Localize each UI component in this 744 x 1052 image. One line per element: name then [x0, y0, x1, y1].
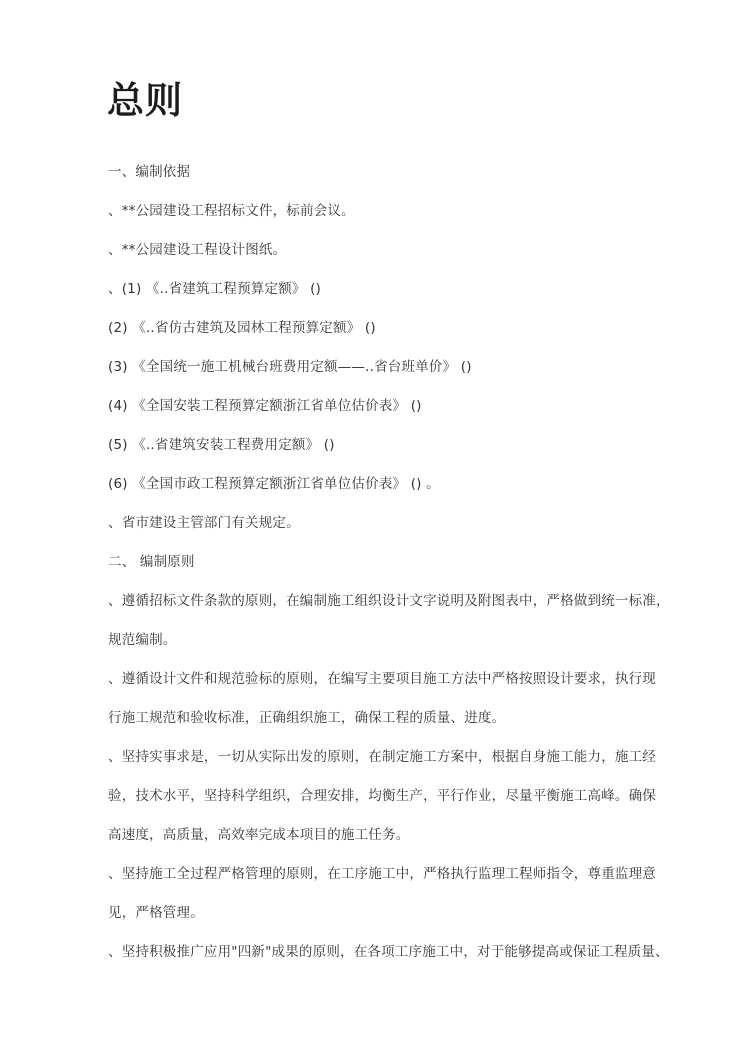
- section-1-heading: 一、编制依据: [108, 164, 191, 180]
- section-2-line-9: 见，严格管理。: [108, 905, 204, 921]
- section-2-heading: 二、 编制原则: [108, 554, 195, 570]
- section-2-line-2: 规范编制。: [108, 632, 177, 648]
- section-1-line-8: (6) 《全国市政工程预算定额浙江省单位估价表》 () 。: [108, 476, 440, 492]
- section-1-line-6: (4) 《全国安装工程预算定额浙江省单位估价表》 (): [108, 398, 422, 414]
- section-2-line-6: 验，技术水平，坚持科学组织，合理安排，均衡生产，平行作业，尽量平衡施工高峰。确保: [108, 788, 656, 804]
- document-title: 总则: [107, 79, 183, 122]
- section-2-line-5: 、坚持实事求是，一切从实际出发的原则，在制定施工方案中，根据自身施工能力，施工经: [108, 749, 656, 765]
- section-2-line-1: 、遵循招标文件条款的原则，在编制施工组织设计文字说明及附图表中，严格做到统一标准，: [108, 593, 670, 609]
- section-1-line-9: 、省市建设主管部门有关规定。: [108, 515, 300, 531]
- section-1-line-4: (2) 《..省仿古建筑及园林工程预算定额》 (): [108, 320, 376, 336]
- section-2-line-7: 高速度，高质量，高效率完成本项目的施工任务。: [108, 827, 410, 843]
- section-1-line-2: 、**公园建设工程设计图纸。: [108, 242, 287, 258]
- section-1-line-5: (3) 《全国统一施工机械台班费用定额——..省台班单价》 (): [108, 359, 472, 375]
- section-2-line-8: 、坚持施工全过程严格管理的原则，在工序施工中，严格执行监理工程师指令，尊重监理意: [108, 866, 656, 882]
- section-1-line-7: (5) 《..省建筑安装工程费用定额》 (): [108, 437, 335, 453]
- section-1-line-1: 、**公园建设工程招标文件，标前会议。: [108, 203, 355, 219]
- document-body: [108, 153, 668, 972]
- section-2-line-10: 、坚持积极推广应用"四新"成果的原则，在各项工序施工中，对于能够提高或保证工程质量、: [108, 944, 669, 960]
- section-2-line-4: 行施工规范和验收标准，正确组织施工，确保工程的质量、进度。: [108, 710, 506, 726]
- section-2-line-3: 、遵循设计文件和规范验标的原则，在编写主要项目施工方法中严格按照设计要求，执行现: [108, 671, 656, 687]
- section-1-line-3: 、(1) 《..省建筑工程预算定额》 (): [108, 281, 322, 297]
